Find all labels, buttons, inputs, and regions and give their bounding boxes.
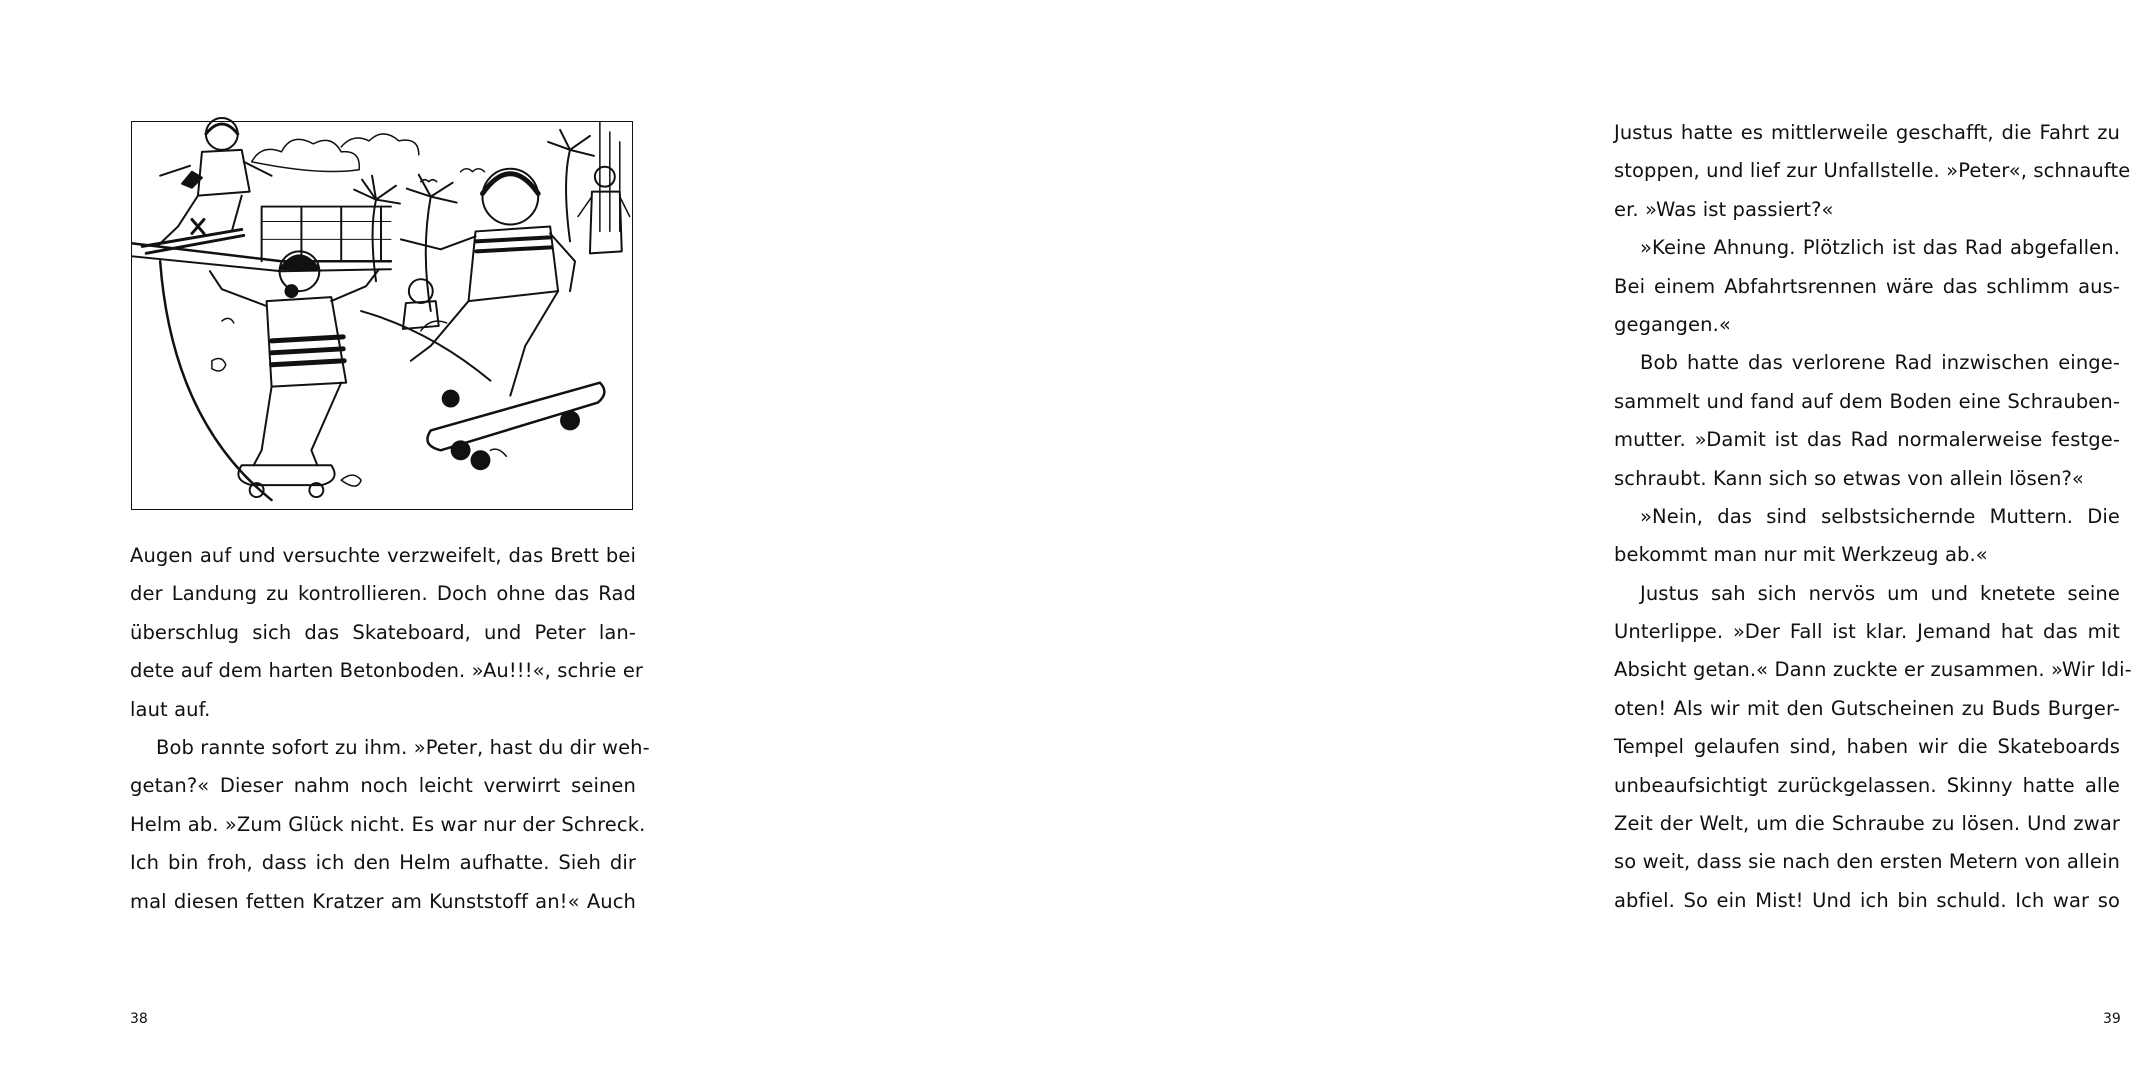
text-line: mutter. »Damit ist das Rad normalerweise festge- xyxy=(1614,428,2120,452)
text-line: unbeaufsichtigt zurückgelassen. Skinny hatte alle xyxy=(1614,773,2120,797)
text-line: dete auf dem harten Betonboden. »Au!!!«, schrie er xyxy=(130,659,644,683)
text-line: so weit, dass sie nach den ersten Metern von allein xyxy=(1614,850,2120,874)
text-line: er. »Was ist passiert?« xyxy=(1614,197,1834,221)
text-line: gegangen.« xyxy=(1614,312,1731,336)
right-page xyxy=(750,0,2132,1087)
text-line: Ich bin froh, dass ich den Helm aufhatte. Sieh dir xyxy=(130,851,636,875)
text-line: Augen auf und versuchte verzweifelt, das Brett bei xyxy=(130,544,636,567)
left-page-text xyxy=(130,537,650,921)
text-line: Zeit der Welt, um die Schraube zu lösen. Und zwar xyxy=(1614,812,2120,836)
text-line: »Keine Ahnung. Plötzlich ist das Rad abgefallen. xyxy=(1640,236,2120,260)
text-line: Bob hatte das verlorene Rad inzwischen einge- xyxy=(1640,351,2120,375)
text-line: sammelt und fand auf dem Boden eine Schrauben- xyxy=(1614,389,2120,413)
text-line: »Nein, das sind selbstsichernde Muttern. Die xyxy=(1640,504,2120,528)
page-number-left: 38 xyxy=(130,1011,148,1027)
right-page-text xyxy=(1614,114,2132,920)
left-page xyxy=(0,0,750,1087)
text-line: oten! Als wir mit den Gutscheinen zu Buds Burger- xyxy=(1614,696,2120,720)
page-number-right: 39 xyxy=(2103,1011,2121,1027)
illustration-drawing xyxy=(132,122,632,509)
text-line: Bob rannte sofort zu ihm. »Peter, hast du dir weh- xyxy=(156,735,650,759)
text-line: mal diesen fetten Kratzer am Kunststoff an!« Auch xyxy=(130,889,636,913)
text-line: getan?« Dieser nahm noch leicht verwirrt seinen xyxy=(130,774,636,798)
text-line: schraubt. Kann sich so etwas von allein lösen?« xyxy=(1614,466,2084,490)
text-line: Justus hatte es mittlerweile geschafft, die Fahrt zu xyxy=(1614,121,2120,144)
text-line: Tempel gelaufen sind, haben wir die Skateboards xyxy=(1614,735,2120,759)
text-line: Unterlippe. »Der Fall ist klar. Jemand hat das mit xyxy=(1614,620,2120,644)
text-line: bekommt man nur mit Werkzeug ab.« xyxy=(1614,543,1988,567)
text-line: überschlug sich das Skateboard, und Peter lan- xyxy=(130,620,636,644)
text-line: abfiel. So ein Mist! Und ich bin schuld. Ich war so xyxy=(1614,888,2120,912)
text-line: Helm ab. »Zum Glück nicht. Es war nur der Schreck. xyxy=(130,812,646,836)
text-line: Absicht getan.« Dann zuckte er zusammen. »Wir Idi- xyxy=(1614,658,2132,682)
text-line: Bei einem Abfahrtsrennen wäre das schlimm aus- xyxy=(1614,274,2120,298)
text-line: Justus sah sich nervös um und knetete seine xyxy=(1640,581,2120,605)
skatepark-illustration xyxy=(131,121,633,510)
text-line: der Landung zu kontrollieren. Doch ohne das Rad xyxy=(130,582,636,606)
text-line: stoppen, und lief zur Unfallstelle. »Peter«, schnaufte xyxy=(1614,159,2131,183)
text-line: laut auf. xyxy=(130,697,211,721)
